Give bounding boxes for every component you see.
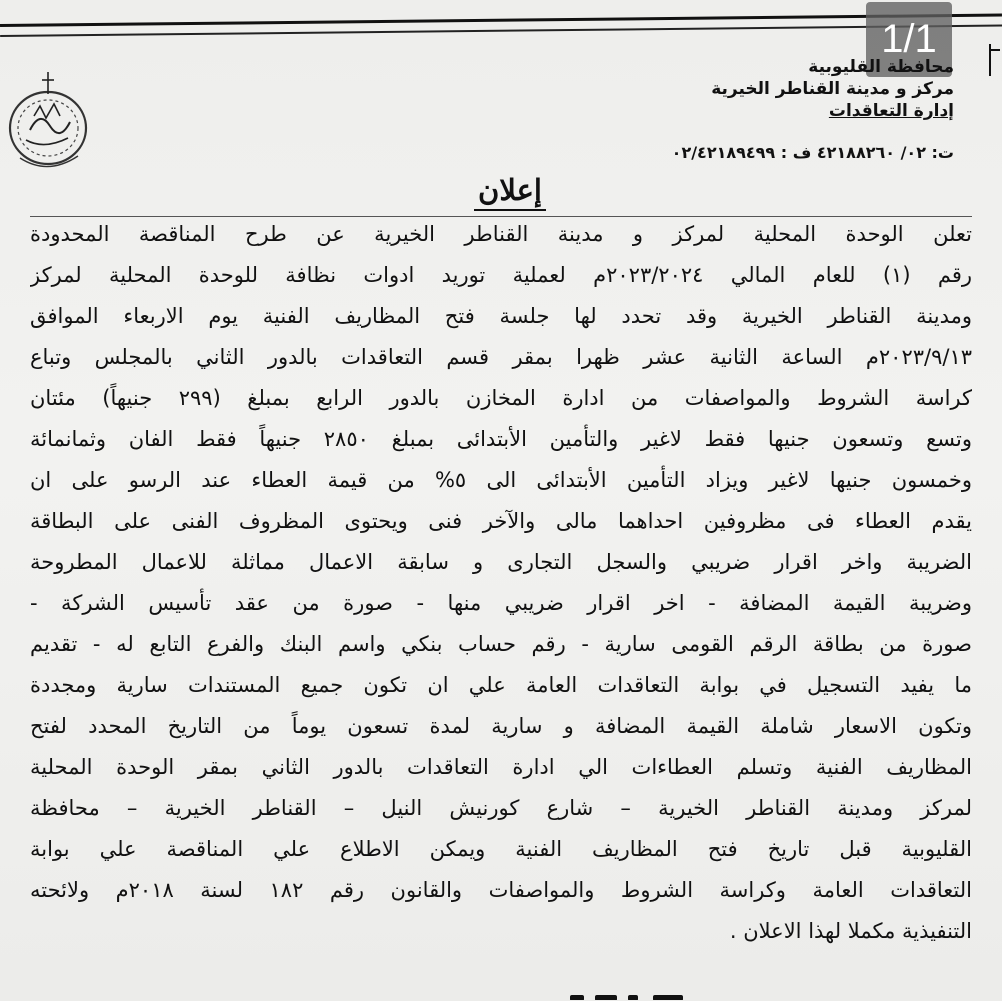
official-stamp [0, 70, 92, 182]
department-name: إدارة التعاقدات [828, 101, 954, 121]
title-container [420, 173, 600, 211]
governorate-name: محافظة القليوبية [808, 57, 954, 77]
body-line: كراسة الشروط والمواصفات من ادارة المخازن بالدور الرابع بمبلغ (٢٩٩ جنيهاً) مئتان [30, 386, 972, 410]
body-line: ٢٠٢٣/٩/١٣م الساعة الثانية عشر ظهرا بمقر قسم التعاقدات بالدور الثاني بالمجلس وتباع [30, 345, 972, 369]
body-line: وتسع وتسعون جنيها فقط لاغير والتأمين الأبتدائى بمبلغ ٢٨٥٠ جنيهاً فقط الفان وثمانمائة [30, 427, 972, 451]
body-line: وخمسون جنيها لاغير ويزاد التأمين الأبتدائى الى ٥% من قيمة العطاء عند الرسو على ان [30, 468, 972, 492]
contact-numbers: ت: ٠٢/ ٤٢١٨٨٢٦٠ ف : ٠٢/٤٢١٨٩٤٩٩ [671, 143, 954, 162]
top-rule [0, 14, 1002, 37]
body-line: ما يفيد التسجيل في بوابة التعاقدات العامة علي ان تكون جميع المستندات سارية ومجددة [30, 673, 972, 697]
body-line: صورة من بطاقة الرقم القومى سارية - رقم حساب بنكي واسم البنك والفرع التابع له - تقديم [30, 632, 972, 656]
body-line: يقدم العطاء فى مظروفين احداهما مالى والآخر فنى ويحتوى المظروف الفنى على البطاقة [30, 509, 972, 533]
body-line: المظاريف الفنية وتسلم العطاءات الي ادارة التعاقدات بالدور الثاني بمقر الوحدة المحلية [30, 755, 972, 779]
cut-off-next-line [570, 986, 730, 1000]
center-name: مركز و مدينة القناطر الخيرية [711, 79, 954, 99]
body-line: لمركز ومدينة القناطر الخيرية – شارع كورنيش النيل – القناطر الخيرية – محافظة [30, 796, 972, 820]
announcement-body [30, 214, 972, 952]
body-line: الضريبة واخر اقرار ضريبي والسجل التجارى و سابقة الاعمال مماثلة للاعمال المطروحة [30, 550, 972, 574]
body-line: وتكون الاسعار شاملة القيمة المضافة و سارية لمدة تسعون يوماً من التاريخ المحدد لفتح [30, 714, 972, 738]
body-line: ومدينة القناطر الخيرية وقد تحدد لها جلسة فتح المظاريف الفنية يوم الاربعاء الموافق [30, 304, 972, 328]
body-line: التنفيذية مكملا لهذا الاعلان . [729, 919, 972, 943]
body-line: وضريبة القيمة المضافة - اخر اقرار ضريبي منها - صورة من عقد تأسيس الشركة - [30, 591, 972, 615]
issuer-header [494, 56, 954, 122]
page-counter-badge: 1/1 [866, 2, 952, 77]
announcement-title: إعلان [474, 173, 546, 211]
binding-mark [986, 40, 1002, 80]
body-line: رقم (١) للعام المالي ٢٠٢٣/٢٠٢٤م لعملية توريد ادوات نظافة للوحدة المحلية لمركز [30, 263, 972, 287]
body-line: تعلن الوحدة المحلية لمركز و مدينة القناطر الخيرية عن طرح المناقصة المحدودة [30, 222, 972, 246]
body-line: القليوبية قبل تاريخ فتح المظاريف الفنية ويمكن الاطلاع علي المناقصة علي بوابة [30, 837, 972, 861]
body-line: التعاقدات العامة وكراسة الشروط والمواصفات والقانون رقم ١٨٢ لسنة ٢٠١٨م ولائحته [30, 878, 972, 902]
